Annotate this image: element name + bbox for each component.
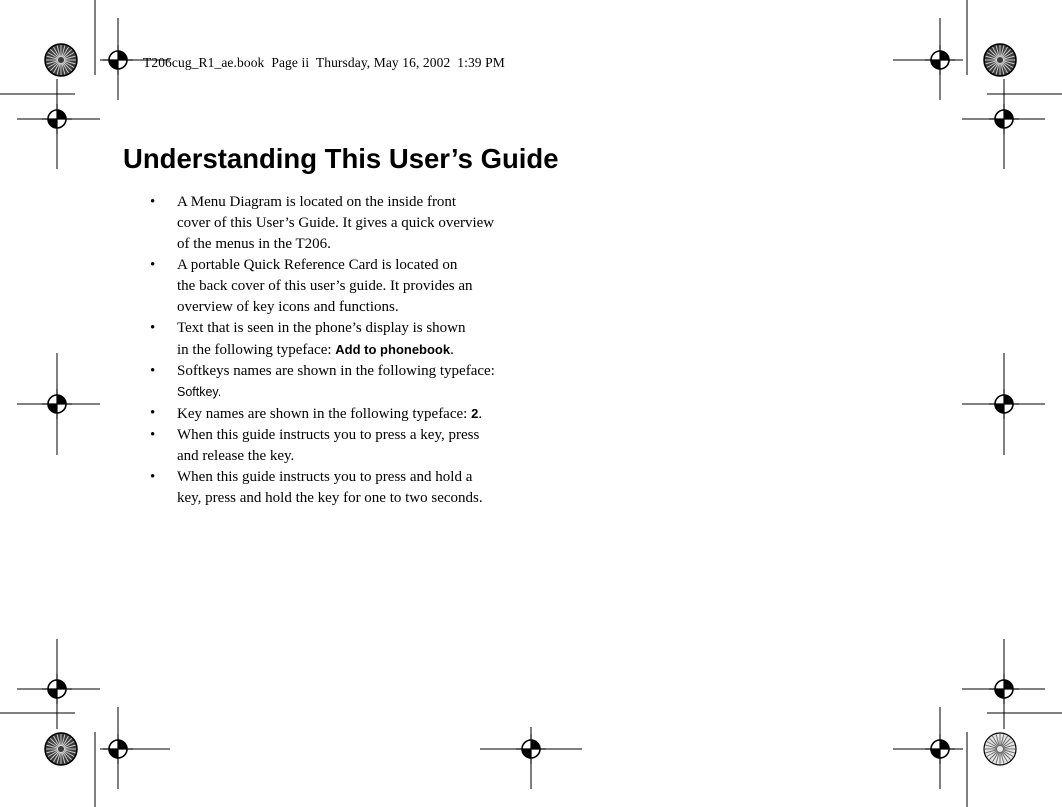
list-item-text: overview of key icons and functions. xyxy=(177,299,399,315)
list-item-text-mixed xyxy=(177,382,525,403)
key-typeface-example: 2 xyxy=(471,406,479,421)
punctuation: . xyxy=(478,406,483,422)
bullet-marker: • xyxy=(150,469,156,485)
punctuation: . xyxy=(450,342,454,358)
list-item-text: and release the key. xyxy=(177,448,295,464)
softkey-typeface-example: Softkey xyxy=(177,385,218,399)
bullet-list xyxy=(145,192,525,509)
page-title: Understanding This User’s Guide xyxy=(123,143,559,174)
list-item-text: When this guide instructs you to press and hold a xyxy=(177,469,473,485)
list-item-text: A portable Quick Reference Card is located on xyxy=(177,257,458,273)
list-item-text: Key names are shown in the following typeface: xyxy=(177,406,472,422)
display-typeface-example: Add to phonebook xyxy=(335,342,451,357)
list-item-text-mixed xyxy=(177,339,525,361)
list-item-text: in the following typeface: xyxy=(177,342,336,358)
punctuation: . xyxy=(217,385,222,399)
list-item xyxy=(145,425,525,467)
bullet-marker: • xyxy=(150,363,156,379)
list-item xyxy=(145,255,525,318)
list-item-text: cover of this User’s Guide. It gives a quick overview xyxy=(177,215,495,231)
bullet-marker: • xyxy=(150,320,156,336)
list-item xyxy=(145,467,525,509)
list-item-text: key, press and hold the key for one to two seconds. xyxy=(177,490,483,506)
list-item-text: Text that is seen in the phone’s display is shown xyxy=(177,320,466,336)
list-item xyxy=(145,361,525,403)
list-item-text: Softkeys names are shown in the following typeface: xyxy=(177,363,495,379)
print-slug-line: T206cug_R1_ae.book Page ii Thursday, May 16, 2002 1:39 PM xyxy=(143,55,505,70)
list-item-text: A Menu Diagram is located on the inside front xyxy=(177,194,457,210)
bullet-marker: • xyxy=(150,427,156,443)
bullet-marker: • xyxy=(150,194,156,210)
list-item xyxy=(145,318,525,361)
list-item-text: When this guide instructs you to press a key, press xyxy=(177,427,480,443)
list-item-text-mixed xyxy=(177,403,525,425)
bullet-marker: • xyxy=(150,257,156,273)
list-item xyxy=(145,192,525,255)
list-item xyxy=(145,403,525,425)
list-item-text: the back cover of this user’s guide. It provides an xyxy=(177,278,473,294)
bullet-marker: • xyxy=(150,405,156,421)
list-item-text: of the menus in the T206. xyxy=(177,236,331,252)
